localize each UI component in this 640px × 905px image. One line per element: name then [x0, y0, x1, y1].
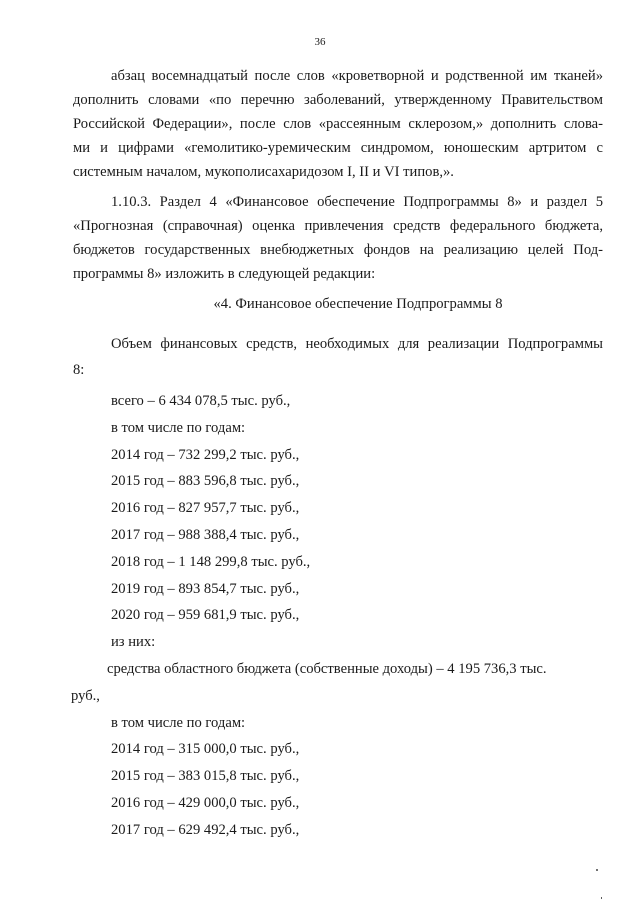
year-amount: 2014 год – 732 299,2 тыс. руб., — [111, 446, 300, 463]
year-amount: 2016 год – 827 957,7 тыс. руб., — [111, 500, 300, 517]
text-line: 8: — [73, 362, 85, 378]
text-line: «Прогнозная (справочная) оценка привлечения средств федерального бюджета, — [73, 218, 603, 234]
by-years-label: в том числе по годам: — [111, 419, 246, 436]
text-line: системным началом, мукополисахаридозом I, II и VI типов,». — [73, 164, 454, 180]
text-line: 1.10.3. Раздел 4 «Финансовое обеспечение Подпрограммы 8» и раздел 5 — [111, 194, 603, 210]
regional-budget-line: средства областного бюджета (собственные доходы) – 4 195 736,3 тыс. — [107, 660, 547, 677]
paragraph-1-10-3 — [73, 190, 603, 286]
year-amount: 2018 год – 1 148 299,8 тыс. руб., — [111, 553, 311, 570]
financing-list — [73, 388, 603, 844]
page-number: 36 — [314, 36, 326, 48]
year-amount: 2015 год – 883 596,8 тыс. руб., — [111, 473, 300, 490]
text-line: программы 8» изложить в следующей редакции: — [73, 266, 376, 282]
paragraph-amendment-18 — [73, 64, 603, 184]
by-years-label: в том числе по годам: — [111, 714, 246, 731]
scan-speck — [596, 869, 598, 871]
year-amount: 2020 год – 959 681,9 тыс. руб., — [111, 607, 300, 624]
text-line: абзац восемнадцатый после слов «кроветворной и родственной им тканей» — [111, 68, 603, 84]
section-heading: «4. Финансовое обеспечение Подпрограммы 8 — [213, 296, 503, 312]
year-amount: 2014 год – 315 000,0 тыс. руб., — [111, 741, 300, 758]
year-amount: 2015 год – 383 015,8 тыс. руб., — [111, 768, 300, 785]
regional-budget-line-cont: руб., — [71, 687, 100, 704]
text-line: дополнить словами «по перечню заболеваний, утвержденному Правительством — [73, 92, 603, 108]
of-them-label: из них: — [111, 634, 156, 651]
year-amount: 2017 год – 988 388,4 тыс. руб., — [111, 526, 300, 543]
text-line: ми и цифрами «гемолитико-уремическим синдромом, юношеским артритом с — [73, 140, 603, 156]
text-line: Российской Федерации», после слов «рассеянным склерозом,» дополнить слова- — [73, 116, 603, 132]
page-content — [73, 64, 603, 844]
text-line: бюджетов государственных внебюджетных фондов на реализацию целей Под- — [73, 242, 603, 258]
text-line: Объем финансовых средств, необходимых для реализации Подпрограммы — [111, 336, 603, 352]
scan-speck — [601, 897, 602, 899]
total-amount: всего – 6 434 078,5 тыс. руб., — [111, 393, 291, 409]
year-amount: 2016 год – 429 000,0 тыс. руб., — [111, 794, 300, 811]
year-amount: 2017 год – 629 492,4 тыс. руб., — [111, 821, 300, 838]
year-amount: 2019 год – 893 854,7 тыс. руб., — [111, 580, 300, 597]
financing-intro — [73, 332, 603, 382]
